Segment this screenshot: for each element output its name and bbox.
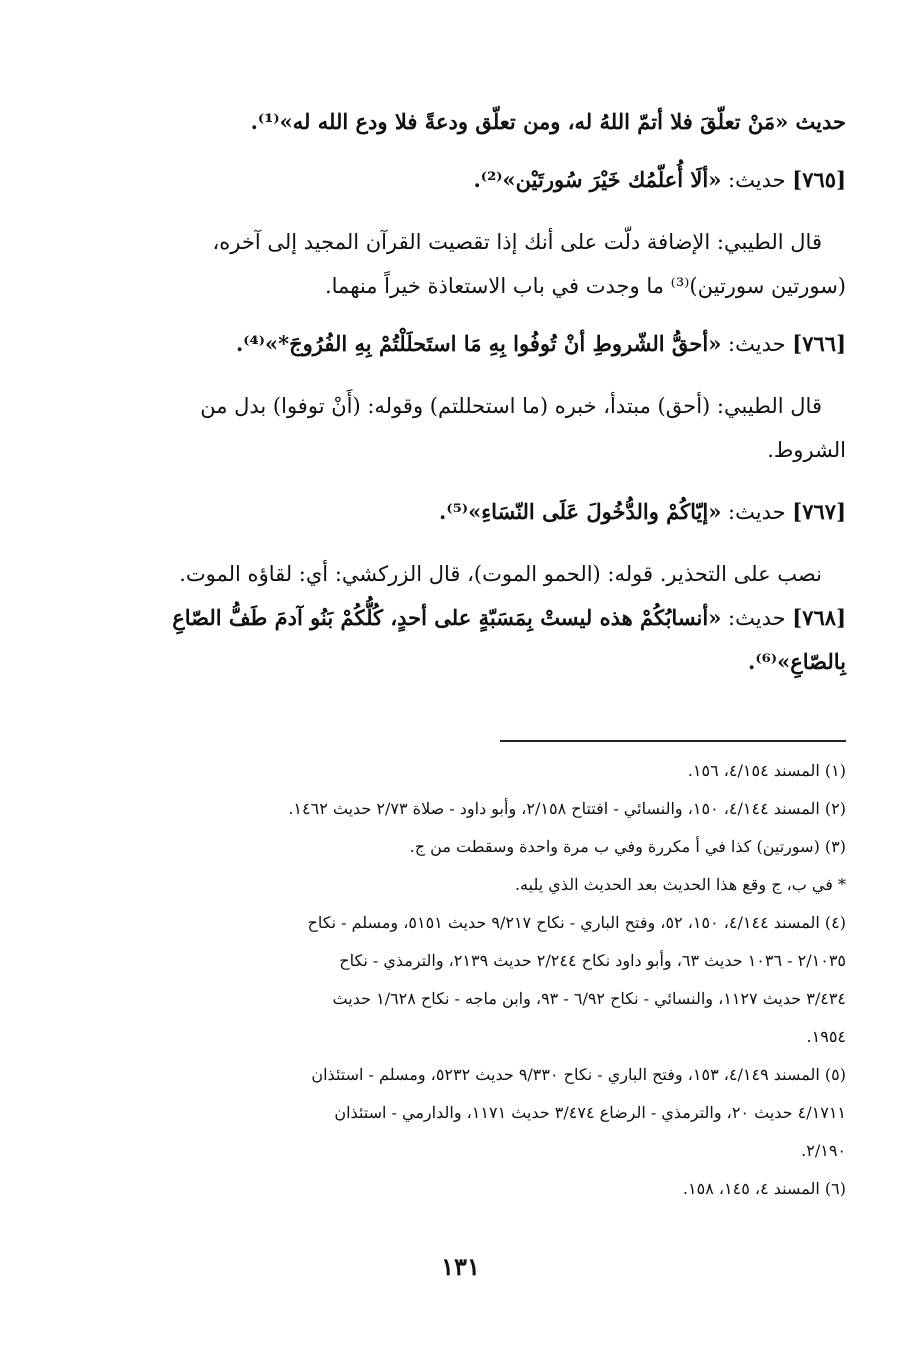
footnote: (٢) المسند ٤/١٤٤، ١٥٠، والنسائي - افتتاح ٢/١٥٨، وأبو داود - صلاة ٢/٧٣ حديث ١٤٦٢.: [288, 799, 846, 818]
hadith-768-continuation: [120, 640, 846, 684]
main-text: [120, 100, 846, 684]
page-number: ١٣١: [441, 1252, 480, 1281]
hadith-text: بِالصّاعِ»⁽⁶⁾.: [748, 649, 846, 674]
footnote: (٦) المسند ٤، ١٤٥، ١٥٨.: [682, 1179, 846, 1198]
footnote-divider: [500, 740, 846, 742]
hadith-765: [120, 158, 846, 202]
hadith-text: «أحقُّ الشّروطِ أنْ تُوفُوا بِهِ مَا استَحلَلْتُمْ بِهِ الفُرُوجَ*»⁽⁴⁾.: [235, 331, 722, 356]
footnotes: [126, 752, 846, 1208]
footnote: (٥) المسند ٤/١٤٩، ١٥٣، وفتح الباري - نكاح ٩/٣٣٠ حديث ٥٢٣٢، ومسلم - استئذان: [311, 1065, 846, 1084]
hadith-label: حديث:: [728, 332, 786, 356]
hadith-text: «أنسابُكُمْ هذه ليستْ بِمَسَبّةٍ على أحدٍ، كُلُّكُمْ بَنُو آدمَ طَفُّ الصّاعِ: [172, 605, 722, 630]
commentary-line: (سورتين سورتين)⁽³⁾ ما وجدت في باب الاستعاذة خيراً منهما.: [324, 274, 846, 298]
commentary-line: الشروط.: [767, 438, 846, 462]
footnote: (٤) المسند ٤/١٤٤، ١٥٠، ٥٢، وفتح الباري - نكاح ٩/٢١٧ حديث ٥١٥١، ومسلم - نكاح: [307, 913, 846, 932]
footnote-continuation: ٢/١٩٠.: [801, 1141, 846, 1160]
hadith-number: [٧٦٦]: [792, 331, 846, 356]
footnote: (١) المسند ٤/١٥٤، ١٥٦.: [687, 761, 846, 780]
commentary-line: نصب على التحذير. قوله: (الحمو الموت)، قال الزركشي: أي: لقاؤه الموت.: [179, 562, 822, 586]
commentary-line: قال الطيبي: (أحق) مبتدأ، خبره (ما استحللتم) وقوله: (أَنْ توفوا) بدل من: [200, 394, 822, 418]
hadith-number: [٧٦٧]: [792, 499, 846, 524]
footnote: * في ب، ج وقع هذا الحديث بعد الحديث الذي يليه.: [514, 875, 846, 894]
footnote-continuation: ١٩٥٤.: [806, 1027, 846, 1046]
hadith-768: [120, 596, 846, 640]
hadith-number: [٧٦٥]: [792, 167, 846, 192]
hadith-text: «إيّاكُمْ والدُّخُولَ عَلَى النّسَاءِ»⁽⁵⁾.: [439, 499, 722, 524]
footnote: (٣) (سورتين) كذا في أ مكررة وفي ب مرة واحدة وسقطت من ج.: [409, 837, 846, 856]
hadith-number: [٧٦٨]: [792, 605, 846, 630]
commentary-line: قال الطيبي: الإضافة دلّت على أنك إذا تقصيت القرآن المجيد إلى آخره،: [212, 230, 822, 254]
footnote-continuation: ٤/١٧١١ حديث ٢٠، والترمذي - الرضاع ٣/٤٧٤ حديث ١١٧١، والدارمي - استئذان: [334, 1103, 846, 1122]
footnote-continuation: ٢/١٠٣٥ - ١٠٣٦ حديث ٦٣، وأبو داود نكاح ٢/٢٤٤ حديث ٢١٣٩، والترمذي - نكاح: [339, 951, 846, 970]
hadith-label: حديث:: [728, 500, 786, 524]
hadith-paragraph: حديث «مَنْ تعلّقَ فلا أتمّ اللهُ له، ومن تعلّق ودعةً فلا ودع الله له»⁽¹⁾.: [250, 109, 846, 134]
hadith-label: حديث:: [728, 606, 786, 630]
hadith-text: «ألَا أُعلّمُك خَيْرَ سُورتَيْن»⁽²⁾.: [473, 167, 722, 192]
hadith-767: [120, 490, 846, 534]
hadith-label: حديث:: [728, 168, 786, 192]
footnote-continuation: ٣/٤٣٤ حديث ١١٢٧، والنسائي - نكاح ٦/٩٢ - ٩٣، وابن ماجه - نكاح ١/٦٢٨ حديث: [332, 989, 846, 1008]
hadith-766: [120, 322, 846, 366]
